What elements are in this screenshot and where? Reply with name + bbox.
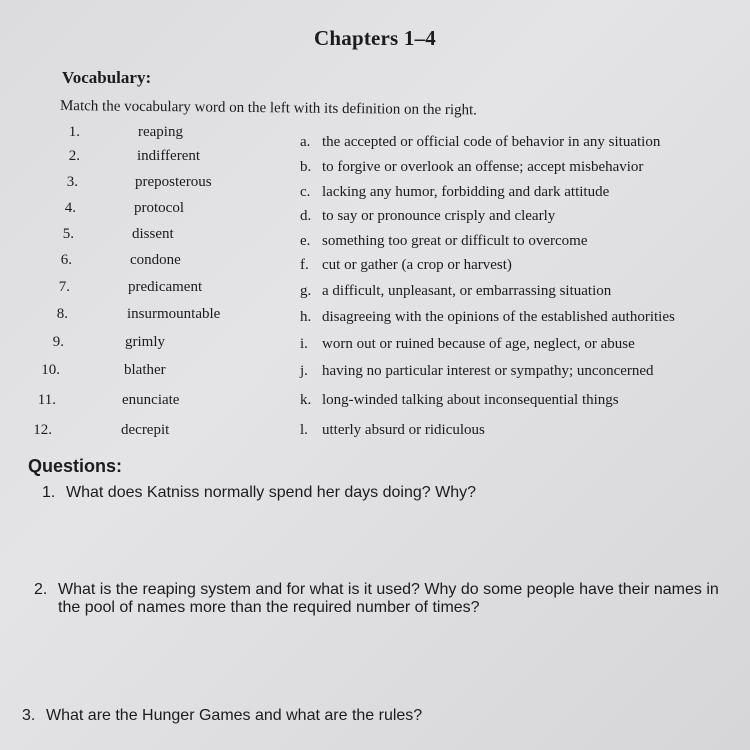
- vocabulary-definition: [300, 309, 675, 326]
- definition-text: to forgive or overlook an offense; accept misbehavior: [322, 159, 644, 175]
- definition-text: disagreeing with the opinions of the established authorities: [322, 309, 675, 325]
- vocabulary-definition: [300, 257, 512, 274]
- vocabulary-word: predicament: [128, 279, 203, 295]
- vocabulary-word: reaping: [138, 124, 183, 140]
- definition-text: cut or gather (a crop or harvest): [322, 257, 512, 273]
- definition-letter: b.: [300, 159, 312, 175]
- vocabulary-row: [0, 124, 750, 150]
- vocabulary-definition: [300, 363, 654, 380]
- definition-letter: e.: [300, 233, 311, 249]
- definition-letter: f.: [300, 257, 309, 273]
- definition-letter: l.: [300, 422, 308, 438]
- definition-text: worn out or ruined because of age, neglect, or abuse: [322, 336, 635, 352]
- definition-letter: h.: [300, 309, 312, 325]
- vocabulary-number: 3.: [66, 174, 78, 190]
- question-number: 1.: [42, 484, 56, 501]
- question-item: [34, 581, 719, 617]
- definition-text: long-winded talking about inconsequential things: [322, 392, 619, 408]
- definition-text: to say or pronounce crisply and clearly: [322, 208, 556, 224]
- definition-letter: k.: [300, 392, 312, 408]
- vocabulary-number: 12.: [33, 422, 52, 438]
- question-number: 3.: [22, 707, 36, 724]
- vocabulary-row: [0, 279, 750, 301]
- question-item: [42, 484, 476, 502]
- definition-letter: j.: [300, 363, 308, 379]
- definition-text: having no particular interest or sympathy; unconcerned: [322, 363, 654, 379]
- question-text: What is the reaping system and for what is it used? Why do some people have their names in: [58, 581, 719, 598]
- vocabulary-definition: [300, 336, 635, 353]
- question-text-continued: the pool of names more than the required number of times?: [58, 599, 480, 616]
- vocabulary-word: insurmountable: [127, 306, 221, 322]
- vocabulary-definition: [300, 184, 609, 201]
- vocabulary-row: [0, 334, 750, 356]
- vocabulary-row: [0, 362, 750, 384]
- definition-text: something too great or difficult to overcome: [322, 233, 588, 249]
- vocabulary-word: enunciate: [122, 392, 180, 408]
- definition-letter: c.: [300, 184, 311, 200]
- definition-letter: i.: [300, 336, 308, 352]
- question-text: What does Katniss normally spend her days doing? Why?: [66, 484, 476, 501]
- vocabulary-number: 5.: [62, 226, 74, 242]
- vocabulary-row: [0, 252, 750, 274]
- vocabulary-definition: [300, 422, 485, 439]
- question-item: [22, 707, 422, 725]
- vocabulary-definition: [300, 208, 555, 225]
- vocabulary-row: [0, 422, 750, 444]
- vocabulary-row: [0, 226, 750, 248]
- definition-text: a difficult, unpleasant, or embarrassing situation: [322, 283, 612, 299]
- definition-text: lacking any humor, forbidding and dark attitude: [322, 184, 610, 200]
- question-number: 2.: [34, 581, 48, 598]
- vocabulary-number: 6.: [60, 252, 72, 268]
- page-title: Chapters 1–4: [314, 26, 436, 50]
- vocabulary-number: 4.: [64, 200, 76, 216]
- vocabulary-number: 8.: [56, 306, 68, 322]
- vocabulary-row: [0, 200, 750, 222]
- vocabulary-word: condone: [130, 252, 181, 268]
- vocabulary-word: grimly: [125, 334, 165, 350]
- vocabulary-word: protocol: [134, 200, 184, 216]
- vocabulary-row: [0, 392, 750, 414]
- vocabulary-definition: [300, 233, 588, 250]
- vocabulary-number: 2.: [68, 148, 80, 164]
- vocabulary-word: blather: [124, 362, 166, 378]
- vocabulary-word: preposterous: [135, 174, 212, 190]
- question-text: What are the Hunger Games and what are the rules?: [46, 707, 423, 724]
- vocabulary-definition: [300, 283, 611, 300]
- vocabulary-row: [0, 306, 750, 328]
- vocabulary-row: [0, 148, 750, 175]
- vocabulary-word: dissent: [132, 226, 174, 242]
- vocabulary-number: 10.: [41, 362, 60, 378]
- vocabulary-row: [0, 174, 750, 200]
- vocabulary-word: indifferent: [137, 148, 201, 164]
- vocabulary-number: 9.: [52, 334, 64, 350]
- definition-letter: d.: [300, 208, 312, 224]
- definition-text: utterly absurd or ridiculous: [322, 422, 485, 438]
- vocabulary-heading: Vocabulary:: [62, 68, 152, 87]
- vocabulary-number: 11.: [37, 392, 56, 408]
- vocabulary-definition: [300, 392, 619, 409]
- vocabulary-word: decrepit: [121, 422, 170, 438]
- definition-letter: g.: [300, 283, 312, 299]
- definition-text: the accepted or official code of behavior in any situation: [322, 134, 661, 150]
- definition-letter: a.: [300, 134, 311, 150]
- vocabulary-instructions: Match the vocabulary word on the left with its definition on the right.: [59, 98, 478, 119]
- vocabulary-number: 1.: [68, 124, 80, 140]
- questions-heading: Questions:: [28, 456, 123, 476]
- vocabulary-number: 7.: [58, 279, 70, 295]
